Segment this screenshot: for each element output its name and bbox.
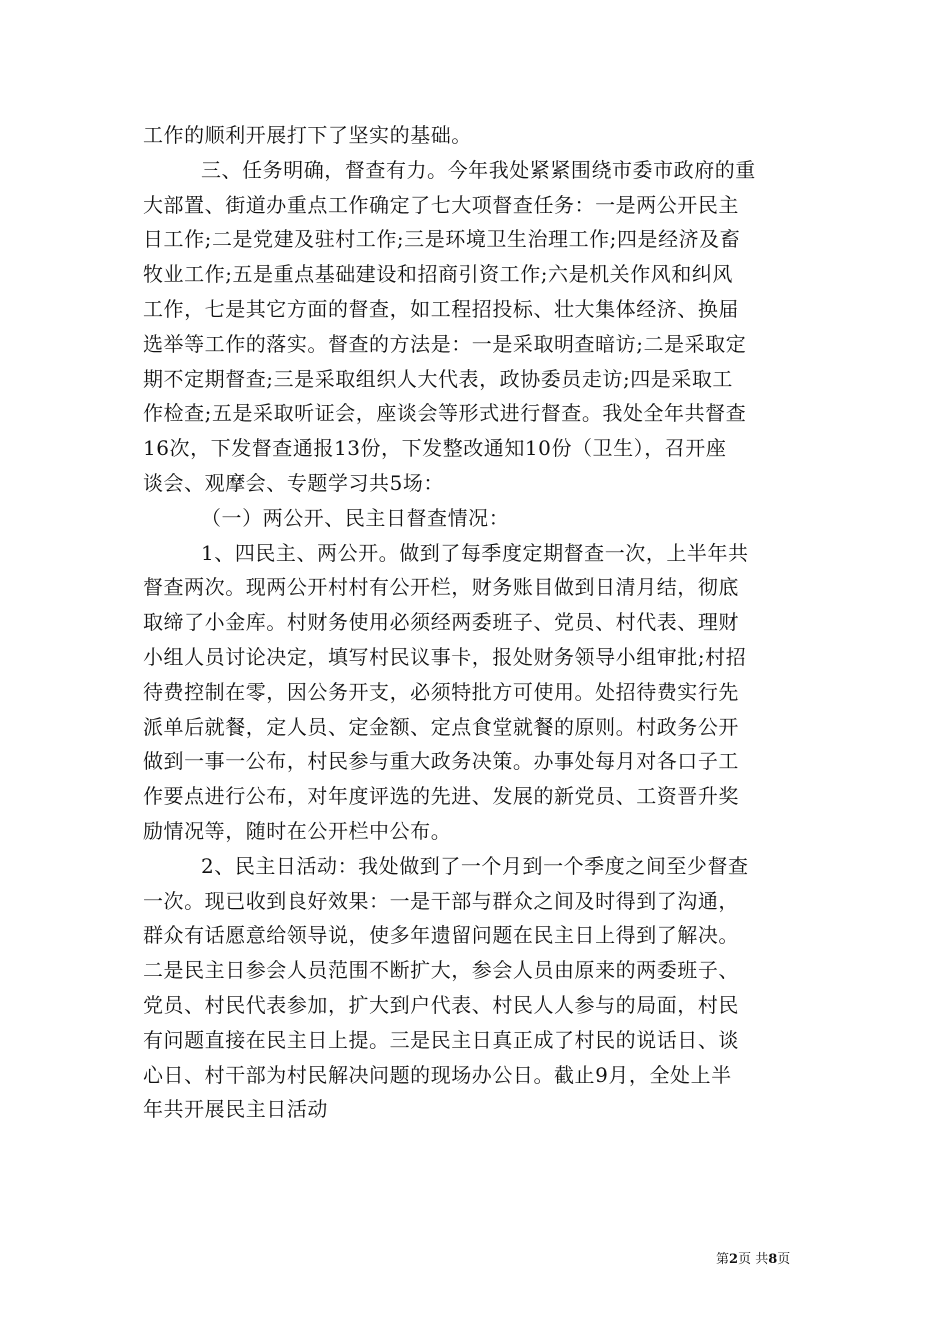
text-line: 派单后就餐，定人员、定金额、定点食堂就餐的原则。村政务公开 <box>143 714 739 739</box>
current-page-number: 2 <box>729 1252 739 1267</box>
text-line: 期不定期督查;三是采取组织人大代表，政协委员走访;四是采取工 <box>143 366 733 391</box>
page-number-footer <box>716 1252 816 1268</box>
text-line: 党员、村民代表参加，扩大到户代表、村民人人参与的局面，村民 <box>143 992 739 1017</box>
paragraph-start-line: 1、四民主、两公开。做到了每季度定期督查一次，上半年共 <box>201 540 749 565</box>
text-line: 待费控制在零，因公务开支，必须特批方可使用。处招待费实行先 <box>143 679 739 704</box>
text-line: 作检查;五是采取听证会，座谈会等形式进行督查。我处全年共督查 <box>143 401 747 426</box>
text-line: 心日、村干部为村民解决问题的现场办公日。截止9月，全处上半 <box>143 1062 732 1087</box>
text-line: 16次，下发督查通报13份，下发整改通知10份（卫生），召开座 <box>143 436 727 461</box>
paragraph-start-line: 三、任务明确，督查有力。今年我处紧紧围绕市委市政府的重 <box>201 157 756 182</box>
text-line: 牧业工作;五是重点基础建设和招商引资工作;六是机关作风和纠风 <box>143 262 733 287</box>
text-line: 有问题直接在民主日上提。三是民主日真正成了村民的说话日、谈 <box>143 1027 739 1052</box>
text-line: 工作的顺利开展打下了坚实的基础。 <box>143 123 472 147</box>
section-heading: （一）两公开、民主日督查情况： <box>201 505 510 530</box>
total-page-number: 8 <box>768 1252 778 1267</box>
text-line: 选举等工作的落实。督查的方法是：一是采取明查暗访;二是采取定 <box>143 331 747 356</box>
text-line: 年共开展民主日活动 <box>143 1097 328 1122</box>
text-line: 一次。现已收到良好效果：一是干部与群众之间及时得到了沟通， <box>143 888 739 913</box>
text-line: 督查两次。现两公开村村有公开栏，财务账目做到日清月结，彻底 <box>143 575 739 600</box>
document-body <box>143 118 808 1127</box>
text-line: 取缔了小金库。村财务使用必须经两委班子、党员、村代表、理财 <box>143 610 739 635</box>
footer-prefix: 第 <box>716 1252 730 1267</box>
paragraph-start-line: 2、民主日活动：我处做到了一个月到一个季度之间至少督查 <box>201 853 749 878</box>
text-line: 二是民主日参会人员范围不断扩大，参会人员由原来的两委班子、 <box>143 958 739 983</box>
text-line: 励情况等，随时在公开栏中公布。 <box>143 818 452 843</box>
text-line: 工作，七是其它方面的督查，如工程招投标、壮大集体经济、换届 <box>143 296 739 321</box>
text-line: 作要点进行公布，对年度评选的先进、发展的新党员、工资晋升奖 <box>143 784 739 809</box>
text-line: 群众有话愿意给领导说，使多年遗留问题在民主日上得到了解决。 <box>143 923 739 948</box>
text-line: 谈会、观摩会、专题学习共5场： <box>143 470 444 495</box>
footer-middle: 页 共 <box>738 1252 769 1267</box>
text-line: 做到一事一公布，村民参与重大政务决策。办事处每月对各口子工 <box>143 749 739 774</box>
text-line: 小组人员讨论决定，填写村民议事卡，报处财务领导小组审批;村招 <box>143 644 747 669</box>
text-line: 日工作;二是党建及驻村工作;三是环境卫生治理工作;四是经济及畜 <box>143 227 741 252</box>
footer-suffix: 页 <box>777 1252 791 1267</box>
text-line: 大部置、街道办重点工作确定了七大项督查任务：一是两公开民主 <box>143 192 739 217</box>
